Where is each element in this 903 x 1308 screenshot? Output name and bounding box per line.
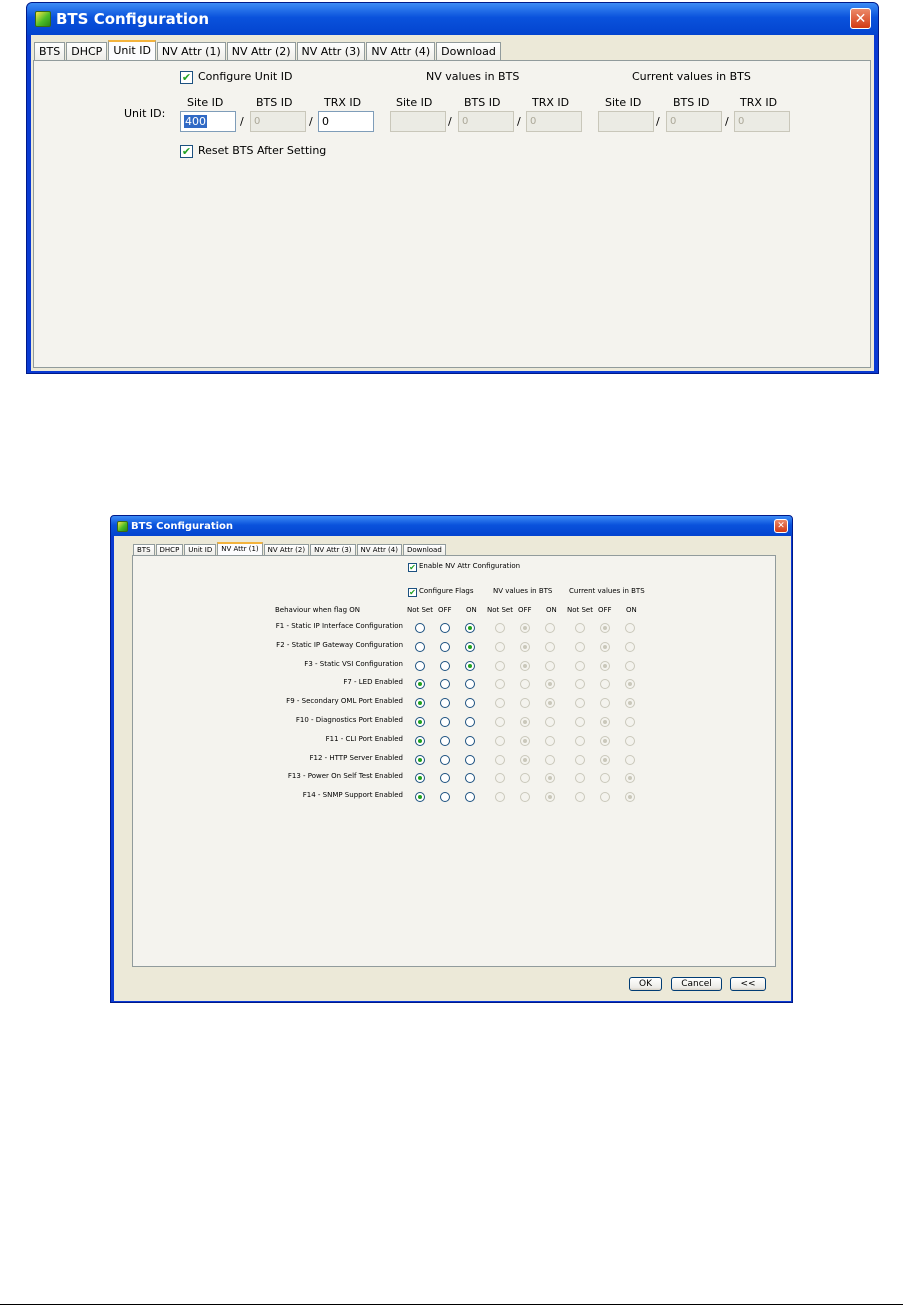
config-not-set-radio[interactable] bbox=[415, 642, 425, 652]
flag-label-f12: F12 - HTTP Server Enabled bbox=[309, 753, 403, 762]
nv-site-id-header: Site ID bbox=[396, 96, 433, 109]
current-not-set-radio bbox=[575, 679, 585, 689]
tab-nv-attr-2[interactable]: NV Attr (2) bbox=[264, 544, 309, 556]
nv-on-radio bbox=[545, 642, 555, 652]
config-off-radio[interactable] bbox=[440, 792, 450, 802]
current-not-set-radio bbox=[575, 717, 585, 727]
tab-unit-id[interactable]: Unit ID bbox=[184, 544, 216, 556]
config-not-set-radio[interactable] bbox=[415, 755, 425, 765]
nv-not-set-radio bbox=[495, 623, 505, 633]
site-id-header: Site ID bbox=[187, 96, 224, 109]
tab-bts[interactable]: BTS bbox=[133, 544, 155, 556]
current-on-radio bbox=[625, 679, 635, 689]
tab-download[interactable]: Download bbox=[403, 544, 446, 556]
flag-label-f7: F7 - LED Enabled bbox=[343, 678, 403, 687]
config-not-set-radio[interactable] bbox=[415, 698, 425, 708]
nv-off-radio bbox=[520, 679, 530, 689]
close-icon[interactable]: ✕ bbox=[850, 8, 871, 29]
config-on-radio[interactable] bbox=[465, 755, 475, 765]
current-on-radio bbox=[625, 755, 635, 765]
tab-nv-attr-2[interactable]: NV Attr (2) bbox=[227, 42, 296, 61]
ok-label: OK bbox=[639, 979, 652, 989]
config-off-radio[interactable] bbox=[440, 717, 450, 727]
config-off-radio[interactable] bbox=[440, 679, 450, 689]
cancel-label: Cancel bbox=[681, 979, 712, 989]
config-off-radio[interactable] bbox=[440, 642, 450, 652]
configure-flags-label: Configure Flags bbox=[419, 587, 474, 595]
flag-label-f11: F11 - CLI Port Enabled bbox=[325, 734, 403, 743]
config-off-radio[interactable] bbox=[440, 661, 450, 671]
nv-bts-id-value: 0 bbox=[462, 116, 469, 127]
nv-values-header: NV values in BTS bbox=[426, 70, 520, 83]
flag-label-f1: F1 - Static IP Interface Configuration bbox=[275, 622, 403, 630]
current-not-set-radio bbox=[575, 736, 585, 746]
trx-id-header: TRX ID bbox=[324, 96, 362, 109]
nv-off-radio bbox=[520, 755, 530, 765]
nv-on-radio bbox=[545, 661, 555, 671]
nv-not-set-radio bbox=[495, 792, 505, 802]
current-on-radio bbox=[625, 661, 635, 671]
nv-off-radio bbox=[520, 661, 530, 671]
nv-off-radio bbox=[520, 698, 530, 708]
current-on-radio bbox=[625, 773, 635, 783]
nv-bts-id-header: BTS ID bbox=[464, 96, 501, 109]
unit-id-label: Unit ID: bbox=[124, 107, 166, 120]
reset-bts-checkbox[interactable]: ✔ bbox=[181, 145, 192, 158]
tab-dhcp[interactable]: DHCP bbox=[66, 42, 107, 61]
tab-nv-attr-3[interactable]: NV Attr (3) bbox=[297, 42, 366, 61]
separator: / bbox=[309, 115, 313, 128]
config-not-set-radio[interactable] bbox=[415, 679, 425, 689]
current-off-radio bbox=[600, 736, 610, 746]
config-on-radio[interactable] bbox=[465, 717, 475, 727]
cur-trx-id-field bbox=[734, 111, 790, 132]
site-id-value: 400 bbox=[185, 115, 206, 128]
current-off-radio bbox=[600, 792, 610, 802]
nv-not-set-radio bbox=[495, 736, 505, 746]
nv-on-radio bbox=[545, 792, 555, 802]
separator: / bbox=[725, 115, 729, 128]
tab-nv-attr-3[interactable]: NV Attr (3) bbox=[310, 544, 355, 556]
current-off-radio bbox=[600, 623, 610, 633]
tab-nv-attr-1[interactable]: NV Attr (1) bbox=[217, 542, 262, 556]
configure-flags-checkbox[interactable]: ✔ bbox=[409, 588, 416, 597]
dialog-body bbox=[31, 35, 874, 371]
current-on-radio bbox=[625, 792, 635, 802]
config-col-not-set: Not Set bbox=[407, 606, 433, 614]
bts-id-value: 0 bbox=[254, 116, 261, 127]
nv-trx-id-header: TRX ID bbox=[532, 96, 570, 109]
site-id-input[interactable] bbox=[180, 111, 236, 132]
nv-on-radio bbox=[545, 736, 555, 746]
current-on-radio bbox=[625, 623, 635, 633]
tab-dhcp[interactable]: DHCP bbox=[156, 544, 184, 556]
flag-label-f13: F13 - Power On Self Test Enabled bbox=[287, 772, 403, 781]
close-icon[interactable]: ✕ bbox=[774, 519, 788, 533]
config-not-set-radio[interactable] bbox=[415, 773, 425, 783]
nv-values-header: NV values in BTS bbox=[493, 587, 553, 595]
config-col-on: ON bbox=[466, 606, 477, 614]
reset-bts-label: Reset BTS After Setting bbox=[198, 144, 327, 157]
current-off-radio bbox=[600, 698, 610, 708]
config-off-radio[interactable] bbox=[440, 623, 450, 633]
nv-col-on: ON bbox=[546, 606, 557, 614]
bts-config-dialog-unit-id bbox=[26, 2, 879, 374]
config-on-radio[interactable] bbox=[465, 679, 475, 689]
current-not-set-radio bbox=[575, 792, 585, 802]
current-off-radio bbox=[600, 661, 610, 671]
nv-not-set-radio bbox=[495, 661, 505, 671]
cur-bts-id-value: 0 bbox=[670, 116, 677, 127]
window-title: BTS Configuration bbox=[131, 520, 234, 532]
tab-unit-id[interactable]: Unit ID bbox=[108, 40, 156, 61]
cur-bts-id-header: BTS ID bbox=[673, 96, 710, 109]
trx-id-input[interactable] bbox=[318, 111, 374, 132]
current-not-set-radio bbox=[575, 642, 585, 652]
separator: / bbox=[517, 115, 521, 128]
nv-on-radio bbox=[545, 755, 555, 765]
flag-label-f9: F9 - Secondary OML Port Enabled bbox=[286, 697, 403, 706]
nv-not-set-radio bbox=[495, 679, 505, 689]
current-values-header: Current values in BTS bbox=[632, 70, 751, 83]
nv-bts-id-field bbox=[458, 111, 514, 132]
nv-not-set-radio bbox=[495, 698, 505, 708]
separator: / bbox=[448, 115, 452, 128]
nv-not-set-radio bbox=[495, 755, 505, 765]
config-on-radio[interactable] bbox=[465, 792, 475, 802]
dialog-body bbox=[114, 536, 791, 1001]
cur-trx-id-value: 0 bbox=[738, 116, 745, 127]
ok-button[interactable] bbox=[629, 977, 662, 991]
config-on-radio[interactable] bbox=[465, 642, 475, 652]
current-off-radio bbox=[600, 755, 610, 765]
config-not-set-radio[interactable] bbox=[415, 717, 425, 727]
nv-off-radio bbox=[520, 717, 530, 727]
flag-label-f3: F3 - Static VSI Configuration bbox=[304, 659, 403, 668]
config-on-radio[interactable] bbox=[465, 623, 475, 633]
config-on-radio[interactable] bbox=[465, 773, 475, 783]
page-divider bbox=[0, 1304, 903, 1305]
current-col-not-set: Not Set bbox=[567, 606, 593, 614]
config-off-radio[interactable] bbox=[440, 755, 450, 765]
config-on-radio[interactable] bbox=[465, 736, 475, 746]
nv-attr-panel bbox=[132, 555, 776, 967]
bts-config-dialog-nv-attr bbox=[110, 515, 793, 1003]
current-off-radio bbox=[600, 717, 610, 727]
title-bar[interactable] bbox=[111, 516, 792, 536]
nv-not-set-radio bbox=[495, 642, 505, 652]
nv-col-off: OFF bbox=[518, 606, 532, 614]
configure-unit-id-label: Configure Unit ID bbox=[198, 70, 293, 83]
separator: / bbox=[240, 115, 244, 128]
nv-on-radio bbox=[545, 717, 555, 727]
bts-id-input[interactable] bbox=[250, 111, 306, 132]
current-on-radio bbox=[625, 736, 635, 746]
nv-site-id-field bbox=[390, 111, 446, 132]
current-values-header: Current values in BTS bbox=[569, 587, 645, 595]
trx-id-value: 0 bbox=[322, 115, 329, 128]
nv-not-set-radio bbox=[495, 773, 505, 783]
collapse-label: << bbox=[740, 979, 756, 989]
config-off-radio[interactable] bbox=[440, 736, 450, 746]
current-off-radio bbox=[600, 773, 610, 783]
tab-nv-attr-4[interactable]: NV Attr (4) bbox=[357, 544, 402, 556]
bts-app-icon bbox=[35, 11, 51, 27]
nv-on-radio bbox=[545, 623, 555, 633]
config-on-radio[interactable] bbox=[465, 661, 475, 671]
behaviour-label: Behaviour when flag ON bbox=[275, 606, 360, 614]
nv-on-radio bbox=[545, 773, 555, 783]
tab-nv-attr-1[interactable]: NV Attr (1) bbox=[157, 42, 226, 61]
current-col-off: OFF bbox=[598, 606, 612, 614]
cancel-button[interactable] bbox=[671, 977, 722, 991]
config-col-off: OFF bbox=[438, 606, 452, 614]
current-not-set-radio bbox=[575, 755, 585, 765]
nv-off-radio bbox=[520, 773, 530, 783]
nv-trx-id-field bbox=[526, 111, 582, 132]
enable-nv-attr-checkbox[interactable]: ✔ bbox=[409, 563, 416, 572]
bts-app-icon bbox=[117, 521, 128, 532]
current-on-radio bbox=[625, 642, 635, 652]
tab-download[interactable]: Download bbox=[436, 42, 501, 61]
current-not-set-radio bbox=[575, 661, 585, 671]
separator: / bbox=[656, 115, 660, 128]
cur-site-id-field bbox=[598, 111, 654, 132]
current-not-set-radio bbox=[575, 773, 585, 783]
flag-label-f14: F14 - SNMP Support Enabled bbox=[302, 791, 403, 800]
cur-site-id-header: Site ID bbox=[605, 96, 642, 109]
config-on-radio[interactable] bbox=[465, 698, 475, 708]
nv-off-radio bbox=[520, 792, 530, 802]
current-col-on: ON bbox=[626, 606, 637, 614]
bts-id-header: BTS ID bbox=[256, 96, 293, 109]
config-not-set-radio[interactable] bbox=[415, 792, 425, 802]
config-off-radio[interactable] bbox=[440, 773, 450, 783]
config-not-set-radio[interactable] bbox=[415, 661, 425, 671]
nv-off-radio bbox=[520, 642, 530, 652]
cur-bts-id-field bbox=[666, 111, 722, 132]
configure-unit-id-checkbox[interactable]: ✔ bbox=[181, 71, 192, 84]
nv-off-radio bbox=[520, 623, 530, 633]
current-not-set-radio bbox=[575, 698, 585, 708]
unit-id-panel bbox=[33, 60, 871, 368]
enable-nv-attr-label: Enable NV Attr Configuration bbox=[419, 562, 521, 570]
nv-off-radio bbox=[520, 736, 530, 746]
tab-bts[interactable]: BTS bbox=[34, 42, 65, 61]
nv-col-not-set: Not Set bbox=[487, 606, 513, 614]
config-not-set-radio[interactable] bbox=[415, 736, 425, 746]
tab-nv-attr-4[interactable]: NV Attr (4) bbox=[366, 42, 435, 61]
flag-label-f2: F2 - Static IP Gateway Configuration bbox=[276, 640, 403, 649]
config-not-set-radio[interactable] bbox=[415, 623, 425, 633]
collapse-button[interactable] bbox=[730, 977, 766, 991]
nv-on-radio bbox=[545, 679, 555, 689]
tab-strip bbox=[34, 39, 502, 61]
tab-strip bbox=[133, 542, 447, 556]
current-off-radio bbox=[600, 642, 610, 652]
window-title: BTS Configuration bbox=[56, 10, 210, 28]
nv-trx-id-value: 0 bbox=[530, 116, 537, 127]
current-off-radio bbox=[600, 679, 610, 689]
title-bar[interactable] bbox=[27, 3, 878, 35]
cur-trx-id-header: TRX ID bbox=[740, 96, 778, 109]
nv-on-radio bbox=[545, 698, 555, 708]
nv-not-set-radio bbox=[495, 717, 505, 727]
config-off-radio[interactable] bbox=[440, 698, 450, 708]
current-on-radio bbox=[625, 717, 635, 727]
flag-label-f10: F10 - Diagnostics Port Enabled bbox=[295, 716, 403, 724]
current-not-set-radio bbox=[575, 623, 585, 633]
current-on-radio bbox=[625, 698, 635, 708]
